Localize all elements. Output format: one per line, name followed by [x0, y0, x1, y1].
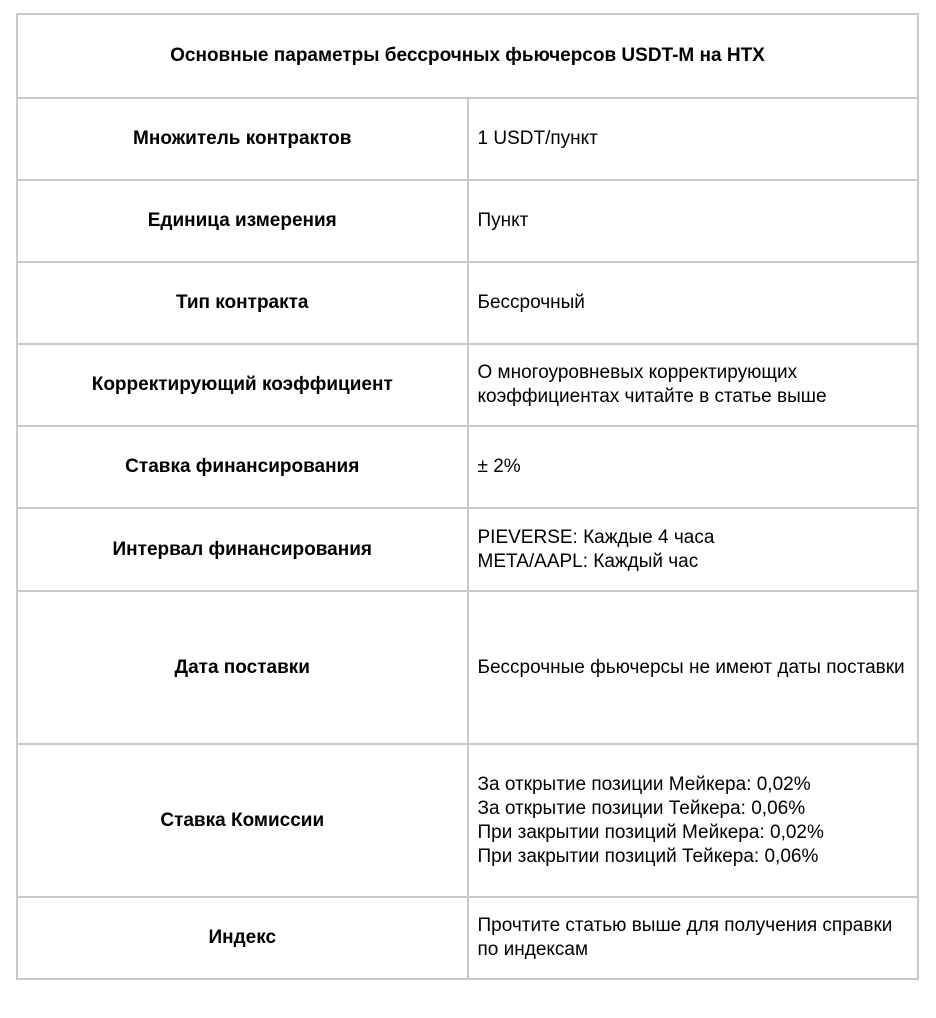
row-label: Ставка финансирования [17, 426, 468, 508]
value-line: За открытие позиции Тейкера: 0,06% [477, 797, 806, 819]
value-line: При закрытии позиций Тейкера: 0,06% [477, 845, 819, 867]
parameters-table [16, 13, 919, 980]
value-line: При закрытии позиций Мейкера: 0,02% [477, 821, 824, 843]
table-row [17, 897, 918, 979]
table-row [17, 744, 918, 897]
table-row [17, 508, 918, 591]
value-line: Прочтите статью выше для получения справки по индексам [477, 915, 893, 960]
row-label: Интервал финансирования [17, 508, 468, 591]
value-line: Пункт [477, 210, 529, 231]
row-label: Множитель контрактов [17, 98, 468, 180]
row-label: Ставка Комиссии [17, 744, 468, 897]
row-value [468, 744, 919, 897]
table-row [17, 180, 918, 262]
value-line: Бессрочный [477, 292, 585, 313]
table-row [17, 591, 918, 744]
row-value [468, 426, 919, 508]
row-value [468, 262, 919, 344]
value-line: 1 USDT/пункт [477, 128, 598, 149]
table-header-row [17, 14, 918, 98]
table-title: Основные параметры бессрочных фьючерсов USDT-M на HTX [17, 14, 918, 98]
row-value [468, 98, 919, 180]
value-line: Бессрочные фьючерсы не имеют даты поставки [477, 656, 905, 678]
table-row [17, 98, 918, 180]
row-label: Тип контракта [17, 262, 468, 344]
value-line: О многоуровневых корректирующих коэффициентах читайте в статье выше [477, 362, 827, 407]
row-value [468, 591, 919, 744]
parameters-table-container [16, 13, 919, 980]
table-row [17, 344, 918, 426]
value-line: ± 2% [477, 456, 521, 477]
row-value [468, 180, 919, 262]
value-line: За открытие позиции Мейкера: 0,02% [477, 773, 811, 795]
row-label: Единица измерения [17, 180, 468, 262]
row-value [468, 344, 919, 426]
table-row [17, 426, 918, 508]
row-value [468, 897, 919, 979]
value-line: META/AAPL: Каждый час [477, 550, 699, 572]
row-label: Дата поставки [17, 591, 468, 744]
row-value [468, 508, 919, 591]
value-line: PIEVERSE: Каждые 4 часа [477, 526, 715, 548]
row-label: Корректирующий коэффициент [17, 344, 468, 426]
table-row [17, 262, 918, 344]
row-label: Индекс [17, 897, 468, 979]
